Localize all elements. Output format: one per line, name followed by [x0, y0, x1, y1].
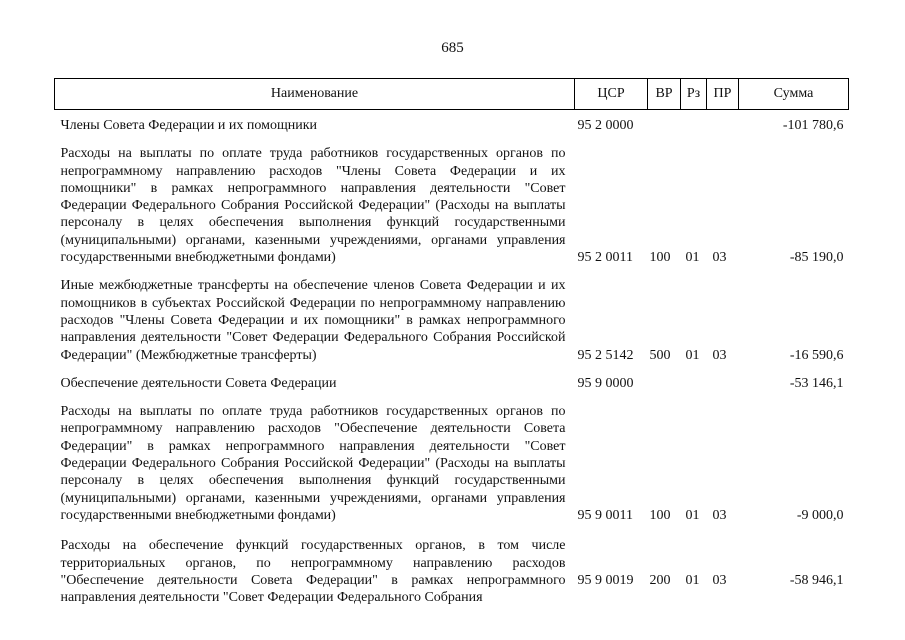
header-csr: ЦСР: [575, 79, 648, 110]
row-vr: 200: [649, 572, 671, 588]
row-csr: 95 9 0019: [577, 572, 634, 588]
row-name: Расходы на выплаты по оплате труда работников государственных органов по непрограммному направлению расходов "Члены Совета Федерации и их помощники" в рамках непрограммного направления деятельности "Совет Федерации Федерального Собрания Российской Федерации" (Расходы на выплаты персоналу в целях обеспечения выполнения функций государственными (муниципальными) органами, казенными учреждениями, органами управления государственными внебюджетными фондами): [60, 146, 566, 266]
row-name: Обеспечение деятельности Совета Федерации: [60, 375, 337, 391]
header-vr: ВР: [648, 79, 681, 110]
table-row: [55, 110, 849, 146]
table-header: [55, 79, 849, 110]
row-rz: [681, 110, 707, 146]
header-pr: ПР: [707, 79, 739, 110]
row-sum: -16 590,6: [789, 347, 844, 363]
row-pr: 03: [712, 347, 727, 363]
table-row: [55, 535, 849, 600]
table-row: [55, 145, 849, 277]
row-vr: 100: [649, 250, 671, 266]
table-row: [55, 375, 849, 403]
row-vr: 100: [649, 507, 671, 523]
row-name: Расходы на обеспечение функций государственных органов, в том числе территориальных органов, по непрограммному направлению расходов "Обеспечение деятельности Совета Федерации" в рамках непрограммного направления деятельности "Совет Федерации Федерального Собрания: [60, 538, 566, 606]
row-name: Члены Совета Федерации и их помощники: [60, 118, 318, 133]
row-rz: 01: [685, 572, 700, 588]
row-name-cell: [55, 535, 575, 606]
table-row: [55, 277, 849, 374]
row-vr: 500: [649, 347, 671, 363]
row-rz: 01: [685, 347, 700, 363]
row-pr: 03: [712, 507, 727, 523]
row-sum: -9 000,0: [796, 507, 844, 523]
row-name: Расходы на выплаты по оплате труда работников государственных органов по непрограммному направлению расходов "Обеспечение деятельности Совета Федерации" в рамках непрограммного направления деятельности "Совет Федерации Федерального Собрания Российской Федерации" (Расходы на выплаты персоналу в целях обеспечения выполнения функций государственными (муниципальными) органами, казенными учреждениями, органами управления государственными внебюджетными фондами): [60, 404, 566, 523]
header-sum: Сумма: [739, 79, 849, 110]
row-vr: [648, 375, 681, 403]
header-name: Наименование: [55, 79, 575, 110]
row-csr: 95 2 5142: [577, 347, 634, 363]
row-sum: -58 946,1: [789, 572, 844, 588]
row-csr: 95 2 0000: [577, 118, 634, 133]
row-rz: 01: [685, 250, 700, 266]
row-rz: [681, 375, 707, 403]
page-number: 685: [441, 40, 464, 56]
row-rz: 01: [685, 507, 700, 523]
row-csr: 95 2 0011: [577, 250, 633, 266]
row-sum: -85 190,0: [789, 250, 844, 266]
header-rz: Рз: [681, 79, 707, 110]
row-csr: 95 9 0000: [577, 375, 634, 391]
row-pr: 03: [712, 572, 727, 588]
row-pr: [707, 110, 739, 146]
table-row: [55, 403, 849, 535]
row-sum: -53 146,1: [789, 375, 844, 391]
row-pr: [707, 375, 739, 403]
row-name: Иные межбюджетные трансферты на обеспечение членов Совета Федерации и их помощников в субъектах Российской Федерации по непрограммному направлению расходов "Члены Совета Федерации и их помощники" в рамках непрограммного направления деятельности "Совет Федерации Федерального Собрания Российской Федерации" (Межбюджетные трансферты): [60, 278, 566, 363]
row-csr: 95 9 0011: [577, 507, 633, 523]
row-pr: 03: [712, 250, 727, 266]
row-vr: [648, 110, 681, 146]
budget-table: [54, 78, 849, 606]
row-sum: -101 780,6: [782, 118, 844, 133]
